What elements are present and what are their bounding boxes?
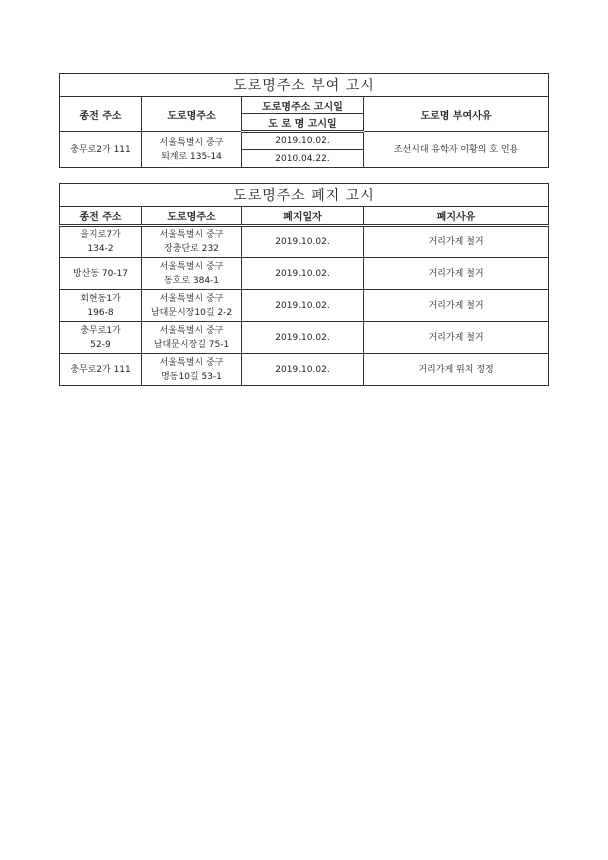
abolish-date-cell: 2019.10.02. — [242, 226, 364, 258]
old-address-cell: 충무로2가 111 — [60, 132, 142, 168]
road-address-line1: 서울특별시 중구 — [159, 325, 224, 336]
grant-title-row — [60, 74, 549, 97]
grant-header-row — [60, 97, 549, 114]
old-address-cell — [60, 226, 142, 258]
road-address-cell — [142, 354, 242, 386]
road-address-line2: 명동10길 53-1 — [161, 371, 222, 382]
abolish-date-cell: 2019.10.02. — [242, 354, 364, 386]
abolish-reason-cell: 거리가게 철거 — [364, 322, 549, 354]
road-notice-date-cell: 2010.04.22. — [242, 150, 364, 168]
road-address-line1: 서울특별시 중구 — [159, 137, 224, 148]
header-road-notice-date: 도 로 명 고시일 — [242, 114, 364, 132]
road-address-line1: 서울특별시 중구 — [159, 357, 224, 368]
old-address-cell — [60, 290, 142, 322]
notice-date-cell: 2019.10.02. — [242, 132, 364, 150]
road-address-line2: 남대문시장10길 2-2 — [150, 307, 233, 318]
road-address-line2: 퇴계로 135-14 — [161, 151, 222, 162]
header-old-address: 종전 주소 — [60, 207, 142, 226]
abolish-reason-cell: 거리가게 철거 — [364, 226, 549, 258]
road-address-cell — [142, 290, 242, 322]
header-old-address: 종전 주소 — [60, 97, 142, 132]
table-row — [60, 290, 549, 322]
road-address-line2: 남대문시장길 75-1 — [153, 339, 230, 350]
table-row — [60, 354, 549, 386]
old-address-cell — [60, 258, 142, 290]
abolish-header-row — [60, 207, 549, 226]
road-address-cell — [142, 322, 242, 354]
old-address-line1: 충무로2가 111 — [70, 364, 131, 375]
old-address-line1: 방산동 70-17 — [72, 268, 129, 279]
header-notice-date: 도로명주소 고시일 — [242, 97, 364, 114]
road-address-line2: 장충단로 232 — [164, 244, 219, 254]
abolish-reason-cell: 거리가게 철거 — [364, 258, 549, 290]
table-row — [60, 258, 549, 290]
road-address-line2: 동호로 384-1 — [163, 275, 220, 286]
abolish-date-cell: 2019.10.02. — [242, 322, 364, 354]
old-address-line1: 을지로7가 — [80, 230, 121, 240]
abolish-date-cell: 2019.10.02. — [242, 290, 364, 322]
abolish-reason-cell: 거리가게 철거 — [364, 290, 549, 322]
header-abolish-date: 폐지일자 — [242, 207, 364, 226]
road-address-line1: 서울특별시 중구 — [159, 261, 224, 272]
abolish-date-cell: 2019.10.02. — [242, 258, 364, 290]
grant-notice-table — [59, 73, 549, 168]
grant-title: 도로명주소 부여 고시 — [60, 74, 549, 97]
abolish-title: 도로명주소 폐지 고시 — [60, 184, 549, 207]
road-address-line1: 서울특별시 중구 — [159, 230, 224, 240]
abolish-reason-cell: 거리가게 위치 정정 — [364, 354, 549, 386]
header-grant-reason: 도로명 부여사유 — [364, 97, 549, 132]
road-address-line1: 서울특별시 중구 — [159, 293, 224, 304]
old-address-line2: 52-9 — [90, 339, 111, 350]
old-address-line2: 196-8 — [87, 307, 114, 318]
road-address-cell — [142, 132, 242, 168]
table-row — [60, 132, 549, 150]
table-row — [60, 322, 549, 354]
abolish-title-row — [60, 184, 549, 207]
table-row — [60, 226, 549, 258]
old-address-cell — [60, 322, 142, 354]
road-address-cell — [142, 258, 242, 290]
header-road-address: 도로명주소 — [142, 97, 242, 132]
header-road-address: 도로명주소 — [142, 207, 242, 226]
header-abolish-reason: 폐지사유 — [364, 207, 549, 226]
old-address-line2: 134-2 — [87, 244, 114, 254]
road-address-cell — [142, 226, 242, 258]
old-address-cell — [60, 354, 142, 386]
old-address-line1: 충무로1가 — [80, 325, 121, 336]
abolish-notice-table — [59, 183, 549, 386]
old-address-line1: 회현동1가 — [80, 293, 121, 304]
grant-reason-cell: 조선시대 유학자 이황의 호 인용 — [364, 132, 549, 168]
